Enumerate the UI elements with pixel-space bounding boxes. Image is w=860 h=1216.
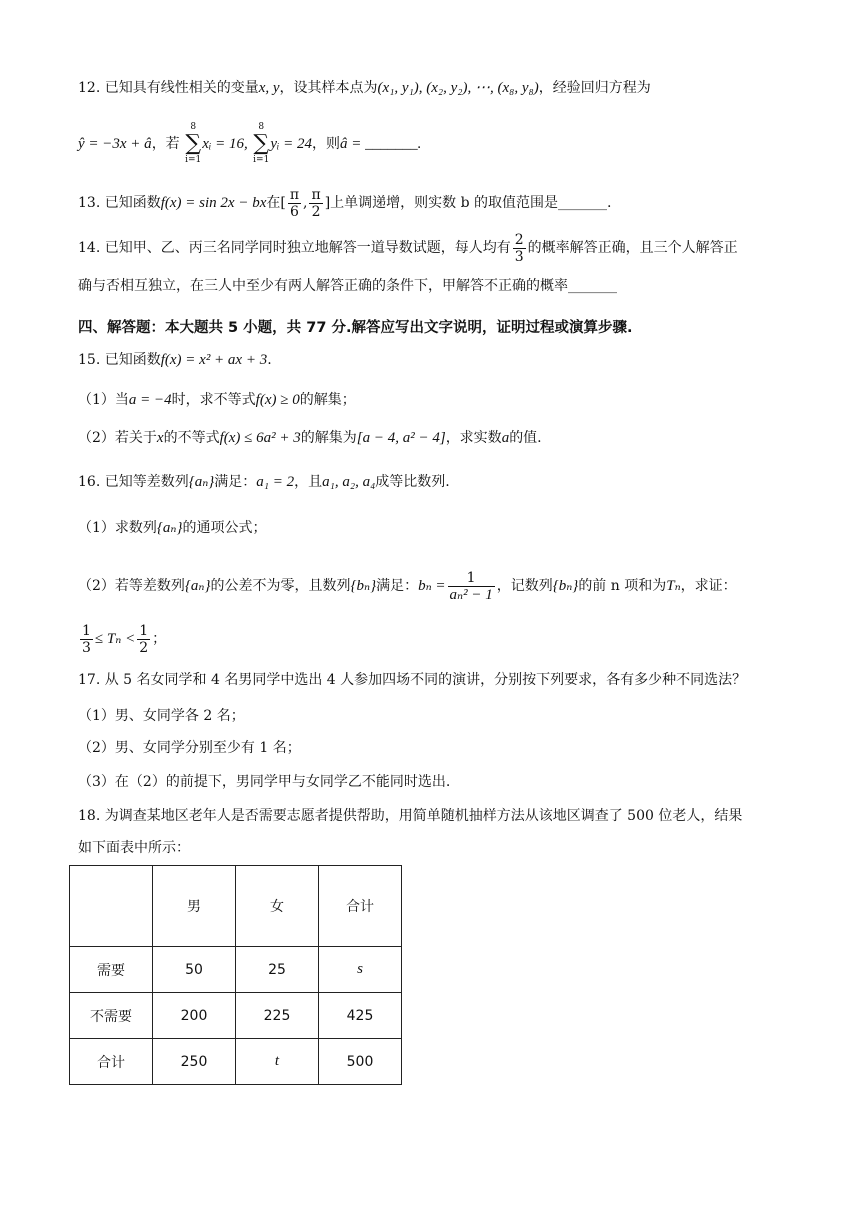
- q16-part2: （2）若等差数列{aₙ}的公差不为零，且数列{bₙ}满足：bₙ = $\frac{1}{\text{aₙ² − 1}}$ ，记数列{bₙ}的前 n 项和为Tₙ，求证：: [78, 569, 737, 603]
- q15-function: f(x) = x² + ax + 3: [160, 352, 268, 368]
- table-row: 合计 250 t 500: [70, 1039, 402, 1085]
- q13-text-b: 在[: [266, 195, 286, 211]
- q18-line2: 如下面表中所示：: [78, 840, 190, 856]
- fraction: $\frac{1}{3}$: [82, 622, 91, 656]
- q12-line2: [78, 122, 421, 166]
- table-header-row: 男 女 合计: [70, 866, 402, 947]
- q12-text-c: ，经验回归方程为: [538, 80, 651, 96]
- sum-symbol: 8 ∑ i=1: [253, 122, 270, 165]
- q16-proof-line: $\frac{1}{3}$ ≤ Tₙ < $\frac{1}{2}$ ；: [82, 622, 167, 656]
- q15-part1: （1）当a = −4时，求不等式f(x) ≥ 0的解集；: [78, 392, 356, 408]
- q16-line: 16. 已知等差数列{aₙ}满足：a₁ = 2，且a₁, a₂, a₄成等比数列.: [78, 474, 450, 490]
- q12-sumy: yᵢ = 24: [270, 136, 312, 152]
- q16-part1: （1）求数列{aₙ}的通项公式；: [78, 520, 267, 536]
- q12-text-b: ，设其样本点为: [279, 80, 378, 96]
- q12-text-e: ，则: [311, 136, 340, 152]
- q12-equation: ŷ = −3x + â: [78, 136, 152, 152]
- q14-text-a: 14. 已知甲、乙、丙三名同学同时独立地解答一道导数试题，每人均有: [78, 240, 511, 256]
- q12-text-d: ，若: [151, 136, 180, 152]
- q12-sumx: xᵢ = 16,: [202, 136, 248, 152]
- q12-line1: [78, 78, 651, 98]
- q18-line1: 18. 为调查某地区老年人是否需要志愿者提供帮助，用简单随机抽样方法从该地区调查了 500 位老人，结果: [78, 808, 743, 824]
- q12-text-a: 12. 已知具有线性相关的变量: [78, 80, 259, 96]
- q15-part2: （2）若关于x的不等式f(x) ≤ 6a² + 3的解集为[a − 4, a² − 4]，求实数a的值.: [78, 430, 542, 446]
- q13-text-a: 13. 已知函数: [78, 195, 161, 211]
- sum-symbol: 8 ∑ i=1: [185, 122, 202, 165]
- q12-vars: x, y: [258, 80, 280, 96]
- q12-ask: â = _______.: [339, 136, 422, 152]
- q14-text-b: 的概率解答正确，且三个人解答正: [527, 240, 738, 256]
- q14-line1: [78, 230, 738, 266]
- q13-text-c: ]上单调递增，则实数 b 的取值范围是_______.: [324, 195, 612, 211]
- table-row: 不需要 200 225 425: [70, 993, 402, 1039]
- q17-part2: （2）男、女同学分别至少有 1 名；: [78, 740, 301, 756]
- q13-function: f(x) = sin 2x − bx: [160, 195, 267, 211]
- fraction: $\frac{1}{2}$: [139, 622, 149, 656]
- q13-line: 13. 已知函数f(x) = sin 2x − bx在[ $\frac{\pi}{6}$ , $\frac{\pi}{2}$ ]上单调递增，则实数 b 的取值范围是_______.: [78, 186, 612, 220]
- fraction: $\frac{\pi}{2}$: [311, 186, 321, 220]
- fraction: $\frac{2}{3}$: [514, 231, 524, 265]
- q14-line2: 确与否相互独立，在三人中至少有两人解答正确的条件下，甲解答不正确的概率_______: [78, 278, 617, 294]
- survey-table: [69, 865, 402, 1085]
- fraction: $\frac{1}{\text{aₙ² − 1}}$: [449, 569, 493, 603]
- q15-line: 15. 已知函数f(x) = x² + ax + 3.: [78, 352, 272, 368]
- q17-line: 17. 从 5 名女同学和 4 名男同学中选出 4 人参加四场不同的演讲，分别按下列要求，各有多少种不同选法？: [78, 672, 747, 688]
- table-row: 需要 50 25 s: [70, 947, 402, 993]
- fraction: $\frac{\pi}{6}$: [289, 186, 300, 220]
- q17-part1: （1）男、女同学各 2 名；: [78, 708, 245, 724]
- q12-points: (x₁, y₁), (x₂, y₂), ⋯, (x₈, y₈): [377, 80, 539, 96]
- section-heading: 四、解答题：本大题共 5 小题，共 77 分.解答应写出文字说明，证明过程或演算步骤.: [78, 320, 633, 336]
- q17-part3: （3）在（2）的前提下，男同学甲与女同学乙不能同时选出.: [78, 774, 451, 790]
